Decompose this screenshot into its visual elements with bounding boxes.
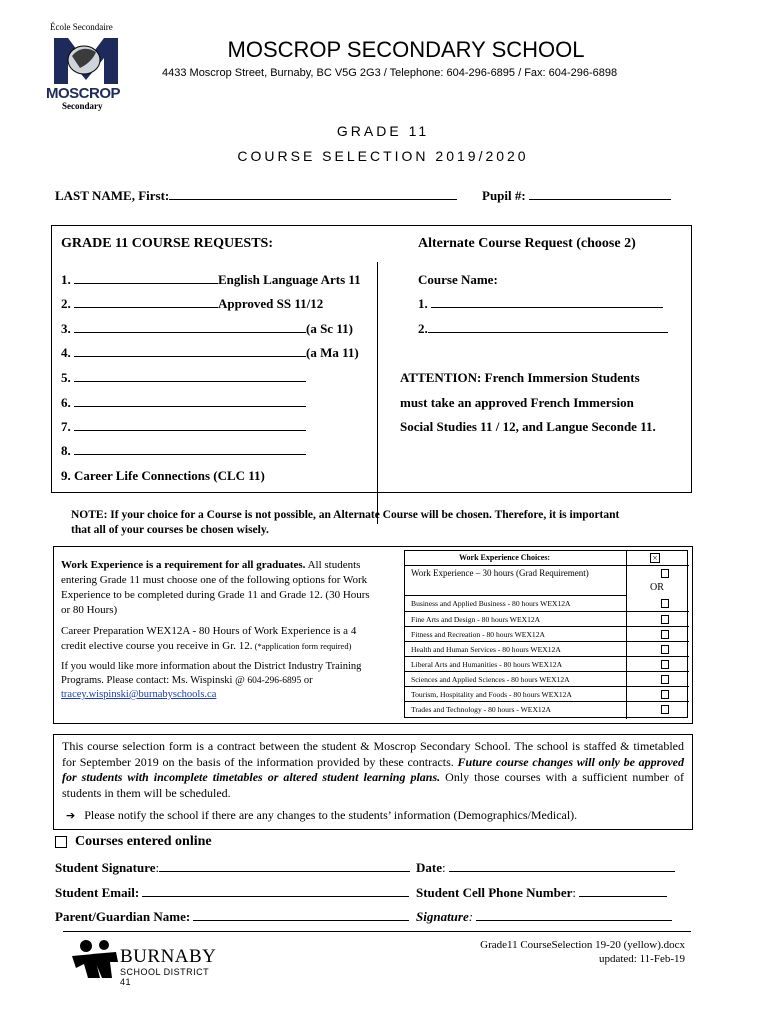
wex-option-4[interactable]: Health and Human Services - 80 hours WEX12A (405, 641, 689, 656)
district-sub: SCHOOL DISTRICT 41 (120, 967, 210, 987)
alternate-title: Alternate Course Request (choose 2) (418, 236, 636, 251)
choices-title: Work Experience Choices: (459, 553, 551, 562)
request-item-2[interactable]: 2. Approved SS 11/12 (61, 296, 324, 311)
wex-option-8-checkbox-icon[interactable] (661, 705, 669, 714)
logo-name: MOSCROP (46, 85, 121, 102)
wex-para-3: If you would like more information about the District Industry Training Programs. Please contact: Ms. Wispinski @ 604-296-6895 or tracey.wispinski@burnabyschools.ca (61, 661, 362, 700)
pupil-number-line[interactable] (529, 199, 671, 200)
arrow-right-icon: ➔ (66, 809, 76, 822)
alternate-item-1[interactable]: 1. (418, 296, 663, 312)
school-logo (42, 22, 128, 112)
school-name: MOSCROP SECONDARY SCHOOL (227, 37, 585, 62)
wex-para-2: Career Preparation WEX12A - 80 Hours of Work Experience is a 4 credit elective course you receive in Gr. 12. (*application form required) (61, 625, 357, 652)
parent-name-field[interactable]: Parent/Guardian Name: (55, 909, 409, 925)
requests-title: GRADE 11 COURSE REQUESTS: (61, 236, 273, 251)
work-experience-text (61, 558, 373, 702)
wex-option-5-checkbox-icon[interactable] (661, 660, 669, 669)
parent-signature-field[interactable]: Signature: (416, 909, 672, 925)
footer-filename: Grade11 CourseSelection 19-20 (yellow).docx (480, 939, 685, 951)
logo-top-text: École Secondaire (50, 22, 113, 32)
school-address: 4433 Moscrop Street, Burnaby, BC V5G 2G3 / Telephone: 604-296-6895 / Fax: 604-296-6898 (162, 67, 618, 79)
courses-online-option[interactable]: Courses entered online (55, 834, 212, 850)
district-name: BURNABY (120, 946, 217, 967)
district-figures-icon (72, 940, 120, 978)
footer-divider (63, 931, 691, 932)
wex-option-3[interactable]: Fitness and Recreation - 80 hours WEX12A (405, 626, 689, 641)
wex-option-1[interactable]: Business and Applied Business - 80 hours WEX12A (405, 596, 689, 611)
wex-option-7-checkbox-icon[interactable] (661, 690, 669, 699)
pupil-number-field[interactable] (482, 188, 671, 204)
request-item-8[interactable]: 8. (61, 443, 306, 459)
request-item-1[interactable]: 1. English Language Arts 11 (61, 272, 361, 287)
contract-text: This course selection form is a contract between the student & Moscrop Secondary School. The school is staffed & timetabled for September 2019 on the basis of the information provided by these contracts. Future course changes will only be approved for students with incomplete timetables or altered student learning plans. Only those courses with a sufficient number of students in them will be scheduled. (62, 739, 684, 800)
or-row: OR (650, 582, 664, 593)
request-item-4[interactable]: 4. (a Ma 11) (61, 345, 359, 360)
note-line-2: that all of your courses be chosen wisely. (71, 524, 269, 536)
last-name-label: LAST NAME, First: (55, 188, 170, 203)
clc-item: 9. Career Life Connections (CLC 11) (61, 468, 265, 483)
request-item-5[interactable]: 5. (61, 370, 306, 386)
cell-phone-field[interactable]: Student Cell Phone Number: (416, 885, 667, 901)
wex-option-3-checkbox-icon[interactable] (661, 630, 669, 639)
last-name-field[interactable] (55, 188, 457, 204)
wex-option-8[interactable]: Trades and Technology - 80 hours - WEX12A (405, 701, 689, 716)
request-item-6[interactable]: 6. (61, 395, 306, 411)
wex-option-2[interactable]: Fine Arts and Design - 80 hours WEX12A (405, 611, 689, 626)
student-email-field[interactable]: Student Email: (55, 885, 409, 901)
wex-option-6[interactable]: Sciences and Applied Sciences - 80 hours WEX12A (405, 671, 689, 686)
course-selection-heading: COURSE SELECTION 2019/2020 (237, 148, 529, 164)
wex-option-2-checkbox-icon[interactable] (661, 615, 669, 624)
wex-option-1-checkbox-icon[interactable] (661, 599, 669, 608)
grad-requirement-checkbox-icon[interactable] (661, 569, 669, 578)
wex-options-list (405, 596, 689, 718)
choices-header-checkbox-icon[interactable]: × (650, 553, 660, 563)
box-divider (377, 262, 378, 524)
note-line-1: NOTE: If your choice for a Course is not possible, an Alternate Course will be chosen. Therefore, it is important (71, 509, 620, 521)
courses-online-checkbox-icon[interactable] (55, 836, 67, 848)
wex-option-6-checkbox-icon[interactable] (661, 675, 669, 684)
alternate-item-2[interactable]: 2. (418, 321, 668, 337)
wex-option-5[interactable]: Liberal Arts and Humanities - 80 hours WEX12A (405, 656, 689, 671)
wex-option-4-checkbox-icon[interactable] (661, 645, 669, 654)
logo-sub: Secondary (62, 101, 103, 111)
work-experience-table (404, 550, 688, 718)
wex-para-1: Work Experience is a requirement for all graduates. All students entering Grade 11 must choose one of the following options for Work Experience to be completed during Grade 11 and Grade 12. (30 Hours or 80 Hours) (61, 559, 370, 616)
contact-email-link[interactable]: tracey.wispinski@burnabyschools.ca (61, 689, 217, 700)
district-logo (72, 940, 222, 987)
attention-line-1: ATTENTION: French Immersion Students (400, 370, 640, 385)
request-item-3[interactable]: 3. (a Sc 11) (61, 321, 353, 336)
wex-option-7[interactable]: Tourism, Hospitality and Foods - 80 hours WEX12A (405, 686, 689, 701)
pupil-number-label: Pupil #: (482, 188, 526, 203)
student-signature-field[interactable]: Student Signature: (55, 860, 410, 876)
last-name-line[interactable] (169, 199, 457, 200)
attention-line-2: must take an approved French Immersion (400, 395, 634, 410)
notify-line: ➔ Please notify the school if there are any changes to the students’ information (Demographics/Medical). (66, 808, 578, 822)
attention-line-3: Social Studies 11 / 12, and Langue Seconde 11. (400, 419, 656, 434)
request-item-7[interactable]: 7. (61, 419, 306, 435)
grade-heading: GRADE 11 (336, 123, 430, 139)
grad-requirement-row[interactable]: Work Experience – 30 hours (Grad Requirement) (405, 565, 689, 581)
date-field[interactable]: Date: (416, 860, 675, 876)
course-name-label: Course Name: (418, 272, 498, 287)
footer-updated: updated: 11-Feb-19 (598, 953, 685, 965)
